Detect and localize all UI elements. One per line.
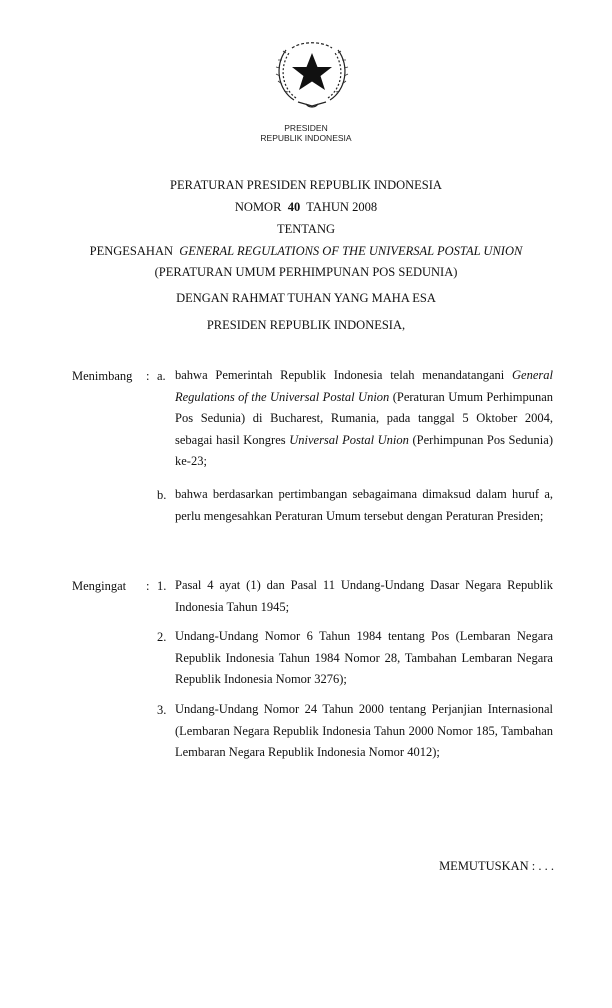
tentang-heading: TENTANG [276,222,335,236]
item-italic-text: Universal Postal Union [289,432,409,447]
mengingat-colon: : [146,579,150,593]
emblem-caption-republik: REPUBLIK INDONESIA [260,133,352,143]
mengingat-marker-1: 1. [157,579,167,593]
menimbang-item-b: bahwa berdasarkan pertimbangan sebagaimana dimaksud dalam huruf a, perlu mengesahkan Peraturan Umum tersebut dengan Peraturan Presiden; [175,487,553,523]
menimbang-label: Menimbang [72,369,133,383]
invocation: DENGAN RAHMAT TUHAN YANG MAHA ESA [176,291,436,305]
menimbang-colon: : [146,369,150,383]
mengingat-marker-2: 2. [157,630,167,644]
mengingat-item-3: Undang-Undang Nomor 24 Tahun 2000 tentang Perjanjian Internasional (Lembaran Negara Republik Indonesia Tahun 2000 Nomor 185, Tambahan Lembaran Negara Republik Indonesia Nomor 4012); [175,702,553,759]
menimbang-item-a [175,365,553,473]
mengingat-marker-3: 3. [157,703,167,717]
nomor-year: TAHUN 2008 [306,200,378,214]
emblem-caption-presiden: PRESIDEN [284,123,328,133]
presidential-emblem-icon [272,36,352,112]
mengingat-item-2: Undang-Undang Nomor 6 Tahun 1984 tentang Pos (Lembaran Negara Republik Indonesia Tahun 1984 Nomor 28, Tambahan Lembaran Negara Republik Indonesia Nomor 3276); [175,629,553,686]
item-text: (Perhimpunan Pos Sedunia) ke-23; [175,432,553,468]
item-italic-text: General Regulations of the Universal Postal Union [175,368,553,404]
mengingat-label: Mengingat [72,579,127,593]
subject-prefix: PENGESAHAN [89,244,173,258]
regulation-subject [0,244,612,259]
menimbang-marker-b: b. [157,488,167,502]
nomor-prefix: NOMOR [234,200,282,214]
item-text: (Peraturan Umum Perhimpunan Pos Sedunia) di Bucharest, Rumania, pada tanggal 5 Oktober 2004, sebagai hasil Kongres [175,389,553,447]
menimbang-marker-a: a. [157,369,166,383]
regulation-title: PERATURAN PRESIDEN REPUBLIK INDONESIA [170,178,442,192]
mengingat-item-1: Pasal 4 ayat (1) dan Pasal 11 Undang-Undang Dasar Negara Republik Indonesia Tahun 1945; [175,578,553,614]
subject-translation: (PERATURAN UMUM PERHIMPUNAN POS SEDUNIA) [154,265,458,279]
regulation-number [0,200,612,215]
item-text: bahwa Pemerintah Republik Indonesia telah menandatangani [175,368,513,382]
subject-italic: GENERAL REGULATIONS OF THE UNIVERSAL POSTAL UNION [179,244,523,258]
nomor-value: 40 [287,200,301,214]
authority: PRESIDEN REPUBLIK INDONESIA, [206,318,406,332]
memutuskan-continuation: MEMUTUSKAN : . . . [439,859,554,873]
